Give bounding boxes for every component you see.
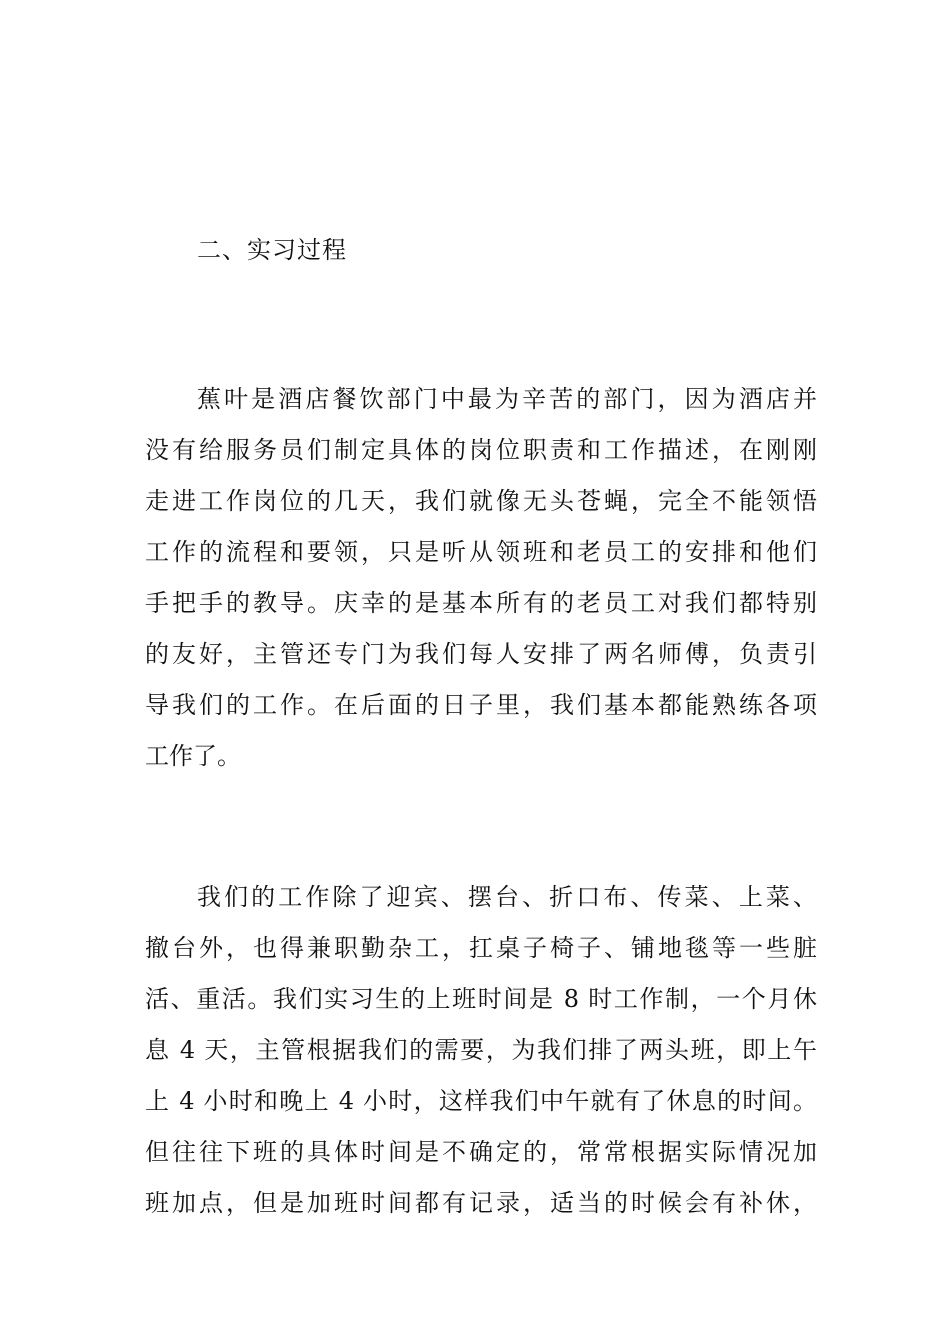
text-line: 手把手的教导。庆幸的是基本所有的老员工对我们都特别 bbox=[145, 589, 817, 617]
text-line: 没有给服务员们制定具体的岗位职责和工作描述，在刚刚 bbox=[145, 436, 817, 464]
text-line: 的友好，主管还专门为我们每人安排了两名师傅，负责引 bbox=[145, 640, 817, 668]
text-line: 工作了。 bbox=[145, 742, 241, 770]
text-line: 班加点，但是加班时间都有记录，适当的时候会有补休， bbox=[145, 1189, 817, 1217]
text-line: 息 4 天，主管根据我们的需要，为我们排了两头班，即上午 bbox=[145, 1036, 817, 1064]
text-line: 但往往下班的具体时间是不确定的，常常根据实际情况加 bbox=[145, 1138, 817, 1166]
text-line: 活、重活。我们实习生的上班时间是 8 时工作制，一个月休 bbox=[145, 985, 817, 1013]
text-line: 撤台外，也得兼职勤杂工，扛桌子椅子、铺地毯等一些脏 bbox=[145, 934, 817, 962]
text-line: 我们的工作除了迎宾、摆台、折口布、传菜、上菜、 bbox=[197, 883, 817, 911]
text-line: 蕉叶是酒店餐饮部门中最为辛苦的部门，因为酒店并 bbox=[197, 385, 817, 413]
paragraph-work-duties bbox=[145, 872, 817, 1229]
text-line: 工作的流程和要领，只是听从领班和老员工的安排和他们 bbox=[145, 538, 817, 566]
text-line: 导我们的工作。在后面的日子里，我们基本都能熟练各项 bbox=[145, 691, 817, 719]
text-line: 走进工作岗位的几天，我们就像无头苍蝇，完全不能领悟 bbox=[145, 487, 817, 515]
paragraph-internship-intro bbox=[145, 374, 817, 782]
section-heading: 二、实习过程 bbox=[197, 236, 347, 264]
text-line: 上 4 小时和晚上 4 小时，这样我们中午就有了休息的时间。 bbox=[145, 1087, 817, 1115]
